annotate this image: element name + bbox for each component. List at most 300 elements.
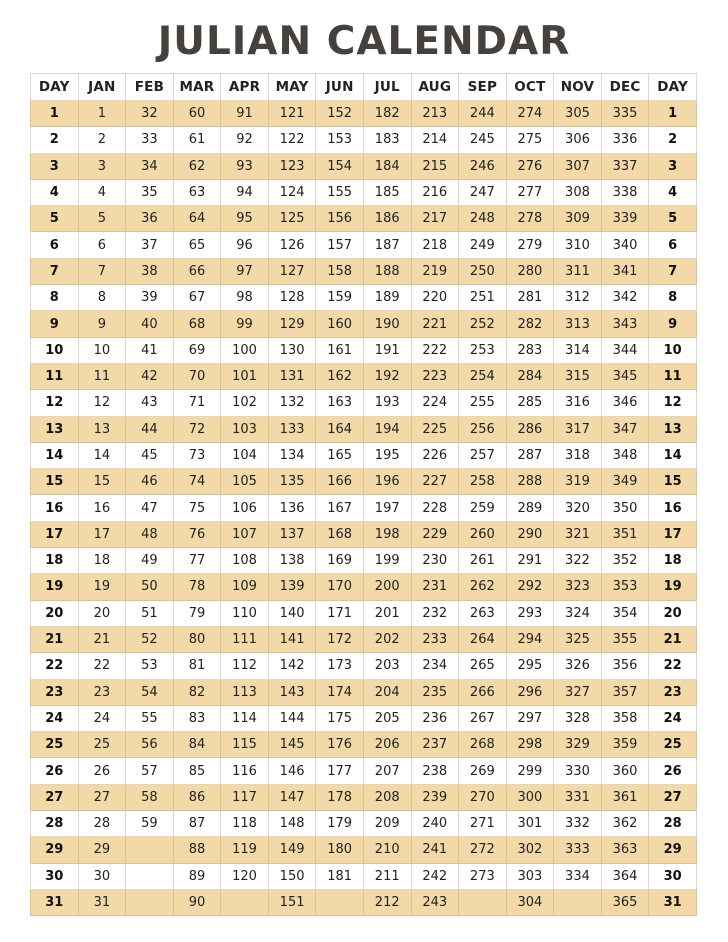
julian-date-cell: 348 bbox=[601, 442, 649, 468]
table-row bbox=[31, 258, 697, 284]
julian-date-cell: 127 bbox=[268, 258, 316, 284]
julian-date-cell: 240 bbox=[411, 811, 459, 837]
julian-date-cell: 182 bbox=[363, 101, 411, 127]
julian-date-cell: 207 bbox=[363, 758, 411, 784]
table-row bbox=[31, 521, 697, 547]
julian-date-cell: 341 bbox=[601, 258, 649, 284]
day-number-cell: 25 bbox=[649, 732, 697, 758]
day-number-cell: 28 bbox=[649, 811, 697, 837]
julian-date-cell: 249 bbox=[459, 232, 507, 258]
julian-date-cell: 294 bbox=[506, 626, 554, 652]
day-number-cell: 20 bbox=[649, 600, 697, 626]
julian-date-cell: 7 bbox=[78, 258, 126, 284]
julian-date-cell: 80 bbox=[173, 626, 221, 652]
julian-date-cell: 280 bbox=[506, 258, 554, 284]
julian-date-cell: 169 bbox=[316, 548, 364, 574]
julian-date-cell: 155 bbox=[316, 179, 364, 205]
julian-date-cell: 245 bbox=[459, 127, 507, 153]
julian-date-cell: 153 bbox=[316, 127, 364, 153]
julian-date-cell: 238 bbox=[411, 758, 459, 784]
julian-date-cell bbox=[221, 889, 269, 915]
day-number-cell: 2 bbox=[31, 127, 79, 153]
julian-date-cell: 112 bbox=[221, 653, 269, 679]
julian-date-cell: 30 bbox=[78, 863, 126, 889]
table-row bbox=[31, 653, 697, 679]
julian-date-cell: 322 bbox=[554, 548, 602, 574]
julian-date-cell: 5 bbox=[78, 206, 126, 232]
julian-date-cell: 45 bbox=[126, 442, 174, 468]
julian-date-cell: 241 bbox=[411, 837, 459, 863]
julian-date-cell: 179 bbox=[316, 811, 364, 837]
julian-date-cell: 290 bbox=[506, 521, 554, 547]
julian-date-cell: 337 bbox=[601, 153, 649, 179]
julian-date-cell: 115 bbox=[221, 732, 269, 758]
julian-date-cell: 331 bbox=[554, 784, 602, 810]
day-number-cell: 30 bbox=[31, 863, 79, 889]
julian-date-cell: 143 bbox=[268, 679, 316, 705]
julian-date-cell: 137 bbox=[268, 521, 316, 547]
table-row bbox=[31, 101, 697, 127]
day-number-cell: 27 bbox=[31, 784, 79, 810]
julian-date-cell: 227 bbox=[411, 469, 459, 495]
julian-date-cell: 248 bbox=[459, 206, 507, 232]
julian-date-cell: 226 bbox=[411, 442, 459, 468]
julian-date-cell: 210 bbox=[363, 837, 411, 863]
day-number-cell: 1 bbox=[649, 101, 697, 127]
julian-date-cell: 124 bbox=[268, 179, 316, 205]
julian-date-cell: 164 bbox=[316, 416, 364, 442]
column-header-jul: JUL bbox=[363, 74, 411, 101]
julian-date-cell: 199 bbox=[363, 548, 411, 574]
julian-date-cell: 44 bbox=[126, 416, 174, 442]
julian-date-cell: 63 bbox=[173, 179, 221, 205]
julian-date-cell: 51 bbox=[126, 600, 174, 626]
table-row bbox=[31, 416, 697, 442]
julian-date-cell: 15 bbox=[78, 469, 126, 495]
julian-date-cell: 202 bbox=[363, 626, 411, 652]
julian-date-cell: 266 bbox=[459, 679, 507, 705]
julian-date-cell: 189 bbox=[363, 285, 411, 311]
julian-date-cell: 223 bbox=[411, 363, 459, 389]
julian-date-cell: 136 bbox=[268, 495, 316, 521]
table-row bbox=[31, 758, 697, 784]
day-number-cell: 2 bbox=[649, 127, 697, 153]
table-row bbox=[31, 811, 697, 837]
julian-date-cell: 247 bbox=[459, 179, 507, 205]
julian-date-cell: 326 bbox=[554, 653, 602, 679]
day-number-cell: 4 bbox=[31, 179, 79, 205]
julian-date-cell: 273 bbox=[459, 863, 507, 889]
julian-date-cell: 75 bbox=[173, 495, 221, 521]
julian-date-cell: 42 bbox=[126, 363, 174, 389]
julian-date-cell: 106 bbox=[221, 495, 269, 521]
julian-date-cell: 24 bbox=[78, 705, 126, 731]
julian-date-cell: 69 bbox=[173, 337, 221, 363]
julian-date-cell: 98 bbox=[221, 285, 269, 311]
day-number-cell: 12 bbox=[31, 390, 79, 416]
julian-date-cell: 3 bbox=[78, 153, 126, 179]
day-number-cell: 25 bbox=[31, 732, 79, 758]
julian-date-cell: 167 bbox=[316, 495, 364, 521]
table-row bbox=[31, 679, 697, 705]
julian-date-cell: 114 bbox=[221, 705, 269, 731]
julian-date-cell: 97 bbox=[221, 258, 269, 284]
column-header-feb: FEB bbox=[126, 74, 174, 101]
julian-date-cell: 323 bbox=[554, 574, 602, 600]
julian-date-cell: 184 bbox=[363, 153, 411, 179]
julian-date-cell: 132 bbox=[268, 390, 316, 416]
julian-date-cell: 28 bbox=[78, 811, 126, 837]
julian-date-cell: 181 bbox=[316, 863, 364, 889]
table-row bbox=[31, 626, 697, 652]
julian-date-cell: 342 bbox=[601, 285, 649, 311]
day-number-cell: 13 bbox=[649, 416, 697, 442]
julian-date-cell: 23 bbox=[78, 679, 126, 705]
day-number-cell: 11 bbox=[31, 363, 79, 389]
julian-date-cell: 183 bbox=[363, 127, 411, 153]
julian-date-cell: 230 bbox=[411, 548, 459, 574]
julian-date-cell: 262 bbox=[459, 574, 507, 600]
column-header-sep: SEP bbox=[459, 74, 507, 101]
julian-date-cell: 350 bbox=[601, 495, 649, 521]
day-number-cell: 31 bbox=[31, 889, 79, 915]
julian-date-cell: 96 bbox=[221, 232, 269, 258]
julian-date-cell: 56 bbox=[126, 732, 174, 758]
julian-date-cell: 365 bbox=[601, 889, 649, 915]
julian-date-cell: 239 bbox=[411, 784, 459, 810]
julian-date-cell: 203 bbox=[363, 653, 411, 679]
julian-date-cell: 47 bbox=[126, 495, 174, 521]
julian-date-cell: 312 bbox=[554, 285, 602, 311]
julian-date-cell: 305 bbox=[554, 101, 602, 127]
julian-date-cell: 138 bbox=[268, 548, 316, 574]
julian-date-cell: 176 bbox=[316, 732, 364, 758]
julian-date-cell: 340 bbox=[601, 232, 649, 258]
julian-date-cell: 297 bbox=[506, 705, 554, 731]
julian-date-cell bbox=[459, 889, 507, 915]
julian-date-cell: 277 bbox=[506, 179, 554, 205]
julian-date-cell: 211 bbox=[363, 863, 411, 889]
julian-date-cell: 180 bbox=[316, 837, 364, 863]
julian-date-cell: 258 bbox=[459, 469, 507, 495]
day-number-cell: 29 bbox=[649, 837, 697, 863]
table-row bbox=[31, 390, 697, 416]
julian-date-cell: 330 bbox=[554, 758, 602, 784]
day-number-cell: 17 bbox=[31, 521, 79, 547]
day-number-cell: 6 bbox=[649, 232, 697, 258]
julian-date-cell: 21 bbox=[78, 626, 126, 652]
julian-date-cell: 338 bbox=[601, 179, 649, 205]
julian-date-cell: 234 bbox=[411, 653, 459, 679]
day-number-cell: 9 bbox=[649, 311, 697, 337]
julian-date-cell: 71 bbox=[173, 390, 221, 416]
julian-date-cell: 19 bbox=[78, 574, 126, 600]
julian-date-cell: 196 bbox=[363, 469, 411, 495]
julian-date-cell: 260 bbox=[459, 521, 507, 547]
julian-date-cell: 356 bbox=[601, 653, 649, 679]
julian-date-cell: 83 bbox=[173, 705, 221, 731]
day-number-cell: 7 bbox=[31, 258, 79, 284]
julian-date-cell: 81 bbox=[173, 653, 221, 679]
julian-date-cell: 68 bbox=[173, 311, 221, 337]
julian-date-cell: 144 bbox=[268, 705, 316, 731]
julian-date-cell: 108 bbox=[221, 548, 269, 574]
julian-date-cell: 303 bbox=[506, 863, 554, 889]
julian-date-cell: 60 bbox=[173, 101, 221, 127]
julian-date-cell: 313 bbox=[554, 311, 602, 337]
day-number-cell: 10 bbox=[31, 337, 79, 363]
julian-date-cell: 292 bbox=[506, 574, 554, 600]
julian-date-cell: 315 bbox=[554, 363, 602, 389]
julian-date-cell: 85 bbox=[173, 758, 221, 784]
julian-date-cell: 119 bbox=[221, 837, 269, 863]
day-number-cell: 11 bbox=[649, 363, 697, 389]
day-number-cell: 10 bbox=[649, 337, 697, 363]
julian-date-cell: 35 bbox=[126, 179, 174, 205]
julian-date-cell: 324 bbox=[554, 600, 602, 626]
julian-date-cell: 8 bbox=[78, 285, 126, 311]
julian-date-cell: 278 bbox=[506, 206, 554, 232]
julian-date-cell: 66 bbox=[173, 258, 221, 284]
day-number-cell: 26 bbox=[31, 758, 79, 784]
julian-date-cell: 351 bbox=[601, 521, 649, 547]
page-title: JULIAN CALENDAR bbox=[157, 19, 571, 64]
julian-date-cell: 65 bbox=[173, 232, 221, 258]
julian-date-cell: 88 bbox=[173, 837, 221, 863]
table-body bbox=[31, 101, 697, 916]
julian-date-cell: 57 bbox=[126, 758, 174, 784]
julian-date-cell: 100 bbox=[221, 337, 269, 363]
julian-date-cell: 362 bbox=[601, 811, 649, 837]
table-row bbox=[31, 600, 697, 626]
julian-date-cell: 67 bbox=[173, 285, 221, 311]
julian-date-cell: 269 bbox=[459, 758, 507, 784]
column-header-day: DAY bbox=[649, 74, 697, 101]
julian-date-cell: 157 bbox=[316, 232, 364, 258]
julian-date-cell: 327 bbox=[554, 679, 602, 705]
julian-date-cell: 165 bbox=[316, 442, 364, 468]
julian-date-cell: 267 bbox=[459, 705, 507, 731]
julian-date-cell: 320 bbox=[554, 495, 602, 521]
julian-date-cell: 328 bbox=[554, 705, 602, 731]
julian-date-cell: 22 bbox=[78, 653, 126, 679]
day-number-cell: 16 bbox=[649, 495, 697, 521]
julian-date-cell: 133 bbox=[268, 416, 316, 442]
julian-date-cell: 325 bbox=[554, 626, 602, 652]
julian-date-cell: 333 bbox=[554, 837, 602, 863]
julian-date-cell: 216 bbox=[411, 179, 459, 205]
julian-date-cell: 268 bbox=[459, 732, 507, 758]
julian-date-cell: 141 bbox=[268, 626, 316, 652]
julian-date-cell: 163 bbox=[316, 390, 364, 416]
julian-date-cell: 219 bbox=[411, 258, 459, 284]
column-header-oct: OCT bbox=[506, 74, 554, 101]
julian-date-cell: 6 bbox=[78, 232, 126, 258]
julian-date-cell: 52 bbox=[126, 626, 174, 652]
julian-date-cell: 242 bbox=[411, 863, 459, 889]
julian-date-cell: 364 bbox=[601, 863, 649, 889]
julian-date-cell: 200 bbox=[363, 574, 411, 600]
table-row bbox=[31, 863, 697, 889]
column-header-day: DAY bbox=[31, 74, 79, 101]
table-row bbox=[31, 127, 697, 153]
julian-date-cell: 126 bbox=[268, 232, 316, 258]
julian-date-cell: 34 bbox=[126, 153, 174, 179]
julian-date-cell: 298 bbox=[506, 732, 554, 758]
julian-date-cell: 270 bbox=[459, 784, 507, 810]
julian-date-cell: 265 bbox=[459, 653, 507, 679]
julian-date-cell: 102 bbox=[221, 390, 269, 416]
julian-date-cell: 116 bbox=[221, 758, 269, 784]
julian-date-cell: 329 bbox=[554, 732, 602, 758]
julian-date-cell: 255 bbox=[459, 390, 507, 416]
julian-date-cell: 235 bbox=[411, 679, 459, 705]
table-row bbox=[31, 705, 697, 731]
julian-date-cell: 284 bbox=[506, 363, 554, 389]
julian-date-cell: 111 bbox=[221, 626, 269, 652]
day-number-cell: 22 bbox=[31, 653, 79, 679]
julian-date-cell: 314 bbox=[554, 337, 602, 363]
julian-date-cell: 296 bbox=[506, 679, 554, 705]
julian-calendar-table bbox=[30, 73, 697, 916]
julian-date-cell: 295 bbox=[506, 653, 554, 679]
table-row bbox=[31, 206, 697, 232]
julian-date-cell: 243 bbox=[411, 889, 459, 915]
table-row bbox=[31, 889, 697, 915]
julian-date-cell: 257 bbox=[459, 442, 507, 468]
julian-date-cell: 246 bbox=[459, 153, 507, 179]
julian-date-cell: 145 bbox=[268, 732, 316, 758]
julian-date-cell: 358 bbox=[601, 705, 649, 731]
julian-date-cell: 361 bbox=[601, 784, 649, 810]
day-number-cell: 5 bbox=[31, 206, 79, 232]
julian-date-cell: 229 bbox=[411, 521, 459, 547]
julian-date-cell: 161 bbox=[316, 337, 364, 363]
julian-date-cell: 76 bbox=[173, 521, 221, 547]
table-row bbox=[31, 548, 697, 574]
julian-date-cell: 281 bbox=[506, 285, 554, 311]
table-row bbox=[31, 363, 697, 389]
day-number-cell: 3 bbox=[31, 153, 79, 179]
julian-date-cell: 55 bbox=[126, 705, 174, 731]
julian-date-cell: 225 bbox=[411, 416, 459, 442]
julian-date-cell: 306 bbox=[554, 127, 602, 153]
column-header-jan: JAN bbox=[78, 74, 126, 101]
julian-date-cell: 147 bbox=[268, 784, 316, 810]
julian-date-cell: 125 bbox=[268, 206, 316, 232]
julian-date-cell: 32 bbox=[126, 101, 174, 127]
day-number-cell: 21 bbox=[649, 626, 697, 652]
julian-date-cell: 272 bbox=[459, 837, 507, 863]
day-number-cell: 4 bbox=[649, 179, 697, 205]
julian-date-cell: 77 bbox=[173, 548, 221, 574]
julian-date-cell: 252 bbox=[459, 311, 507, 337]
julian-date-cell: 46 bbox=[126, 469, 174, 495]
julian-date-cell: 218 bbox=[411, 232, 459, 258]
julian-date-cell: 16 bbox=[78, 495, 126, 521]
day-number-cell: 1 bbox=[31, 101, 79, 127]
julian-date-cell: 70 bbox=[173, 363, 221, 389]
julian-date-cell: 31 bbox=[78, 889, 126, 915]
julian-date-cell: 166 bbox=[316, 469, 364, 495]
julian-date-cell: 318 bbox=[554, 442, 602, 468]
julian-date-cell: 354 bbox=[601, 600, 649, 626]
day-number-cell: 8 bbox=[649, 285, 697, 311]
day-number-cell: 26 bbox=[649, 758, 697, 784]
julian-date-cell: 84 bbox=[173, 732, 221, 758]
table-row bbox=[31, 311, 697, 337]
table-row bbox=[31, 837, 697, 863]
julian-date-cell: 152 bbox=[316, 101, 364, 127]
julian-date-cell: 148 bbox=[268, 811, 316, 837]
julian-date-cell: 168 bbox=[316, 521, 364, 547]
julian-date-cell: 101 bbox=[221, 363, 269, 389]
julian-date-cell: 40 bbox=[126, 311, 174, 337]
julian-date-cell: 237 bbox=[411, 732, 459, 758]
julian-date-cell: 335 bbox=[601, 101, 649, 127]
table-row bbox=[31, 179, 697, 205]
julian-date-cell: 352 bbox=[601, 548, 649, 574]
day-number-cell: 28 bbox=[31, 811, 79, 837]
julian-date-cell: 271 bbox=[459, 811, 507, 837]
julian-date-cell: 109 bbox=[221, 574, 269, 600]
julian-date-cell: 9 bbox=[78, 311, 126, 337]
julian-date-cell: 162 bbox=[316, 363, 364, 389]
julian-date-cell: 104 bbox=[221, 442, 269, 468]
julian-date-cell: 213 bbox=[411, 101, 459, 127]
julian-date-cell: 212 bbox=[363, 889, 411, 915]
column-header-apr: APR bbox=[221, 74, 269, 101]
julian-date-cell: 156 bbox=[316, 206, 364, 232]
julian-date-cell: 293 bbox=[506, 600, 554, 626]
julian-date-cell: 353 bbox=[601, 574, 649, 600]
julian-date-cell: 224 bbox=[411, 390, 459, 416]
julian-date-cell: 178 bbox=[316, 784, 364, 810]
julian-date-cell: 121 bbox=[268, 101, 316, 127]
julian-date-cell: 113 bbox=[221, 679, 269, 705]
julian-date-cell: 159 bbox=[316, 285, 364, 311]
julian-date-cell: 279 bbox=[506, 232, 554, 258]
julian-date-cell: 231 bbox=[411, 574, 459, 600]
julian-date-cell: 288 bbox=[506, 469, 554, 495]
julian-date-cell: 309 bbox=[554, 206, 602, 232]
julian-date-cell: 286 bbox=[506, 416, 554, 442]
julian-date-cell: 48 bbox=[126, 521, 174, 547]
julian-date-cell: 208 bbox=[363, 784, 411, 810]
day-number-cell: 23 bbox=[31, 679, 79, 705]
julian-date-cell: 177 bbox=[316, 758, 364, 784]
julian-date-cell: 332 bbox=[554, 811, 602, 837]
julian-date-cell: 334 bbox=[554, 863, 602, 889]
julian-date-cell: 53 bbox=[126, 653, 174, 679]
day-number-cell: 19 bbox=[31, 574, 79, 600]
julian-date-cell: 291 bbox=[506, 548, 554, 574]
julian-date-cell: 321 bbox=[554, 521, 602, 547]
julian-date-cell: 72 bbox=[173, 416, 221, 442]
julian-date-cell: 135 bbox=[268, 469, 316, 495]
julian-date-cell: 254 bbox=[459, 363, 507, 389]
julian-date-cell: 82 bbox=[173, 679, 221, 705]
day-number-cell: 16 bbox=[31, 495, 79, 521]
table-row bbox=[31, 232, 697, 258]
julian-date-cell: 197 bbox=[363, 495, 411, 521]
table-row bbox=[31, 442, 697, 468]
julian-date-cell: 198 bbox=[363, 521, 411, 547]
julian-date-cell: 123 bbox=[268, 153, 316, 179]
column-header-dec: DEC bbox=[601, 74, 649, 101]
day-number-cell: 17 bbox=[649, 521, 697, 547]
julian-date-cell: 58 bbox=[126, 784, 174, 810]
